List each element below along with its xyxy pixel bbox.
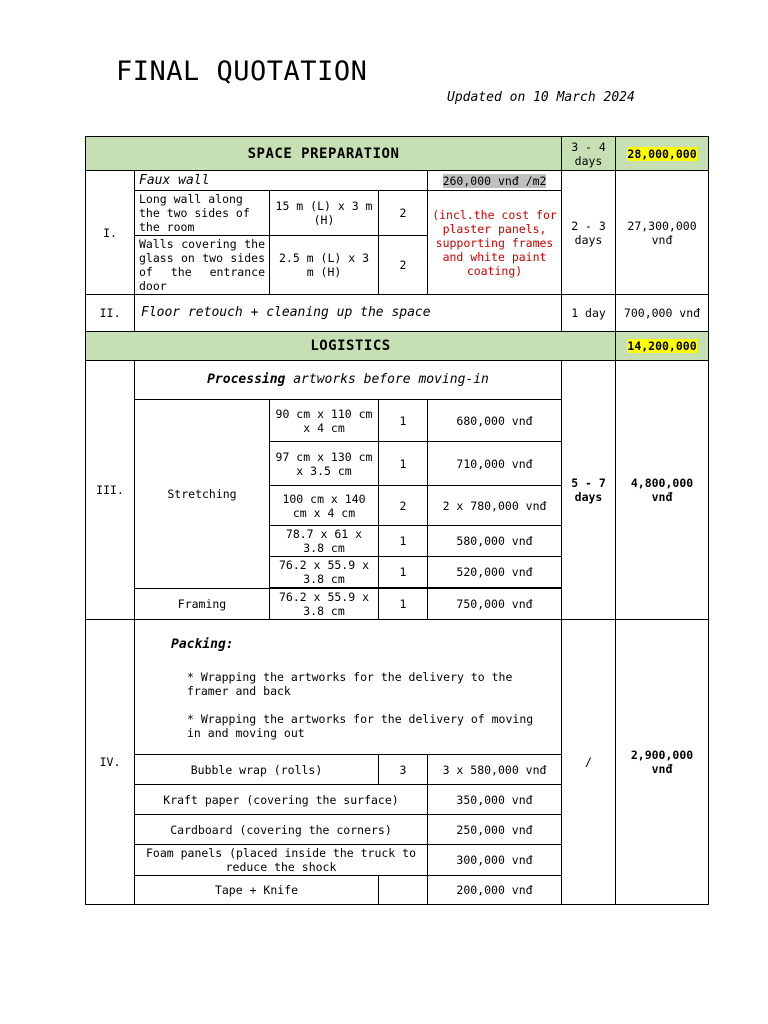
row-qty: 3 bbox=[379, 755, 428, 785]
section-total-cell bbox=[616, 332, 709, 361]
section-total: 14,200,000 bbox=[627, 339, 697, 353]
row-price: 580,000 vnđ bbox=[428, 526, 562, 557]
unit-price: 260,000 vnđ /m2 bbox=[442, 173, 547, 188]
processing-rest: artworks before moving-in bbox=[285, 372, 489, 387]
row-size: 100 cm x 140 cm x 4 cm bbox=[270, 486, 379, 526]
unit-price-cell bbox=[428, 171, 562, 191]
stretching-label: Stretching bbox=[135, 400, 270, 589]
packing-heading: Packing: bbox=[171, 637, 234, 652]
row-price: 750,000 vnđ bbox=[428, 589, 562, 620]
row-qty: 1 bbox=[379, 526, 428, 557]
row-price: 350,000 vnđ bbox=[428, 785, 562, 815]
row-qty: 1 bbox=[379, 400, 428, 442]
item-number: I. bbox=[86, 171, 135, 295]
table-row bbox=[86, 295, 709, 332]
row-description: Kraft paper (covering the surface) bbox=[135, 785, 428, 815]
row-size: 15 m (L) x 3 m (H) bbox=[270, 191, 379, 236]
row-description: Foam panels (placed inside the truck to reduce the shock bbox=[135, 845, 428, 876]
row-qty: 1 bbox=[379, 589, 428, 620]
section-header-row bbox=[86, 332, 709, 361]
item-duration: / bbox=[562, 620, 616, 905]
section-title: SPACE PREPARATION bbox=[86, 137, 562, 171]
page-title: FINAL QUOTATION bbox=[116, 56, 368, 87]
row-price: 250,000 vnđ bbox=[428, 815, 562, 845]
item-duration: 1 day bbox=[562, 295, 616, 332]
row-price: 680,000 vnđ bbox=[428, 400, 562, 442]
row-price: 3 x 580,000 vnđ bbox=[428, 755, 562, 785]
row-size: 76.2 x 55.9 x 3.8 cm bbox=[270, 557, 379, 588]
row-size: 2.5 m (L) x 3 m (H) bbox=[270, 236, 379, 295]
quotation-table bbox=[85, 136, 709, 905]
packing-bullet: * Wrapping the artworks for the delivery to the framer and back bbox=[187, 670, 513, 698]
item-duration: 5 - 7 days bbox=[562, 361, 616, 620]
item-duration: 2 - 3 days bbox=[562, 171, 616, 295]
processing-heading bbox=[135, 361, 562, 400]
row-size: 76.2 x 55.9 x 3.8 cm bbox=[270, 589, 379, 620]
framing-label: Framing bbox=[135, 589, 270, 620]
item-number: II. bbox=[86, 295, 135, 332]
row-description: Long wall along the two sides of the room bbox=[135, 191, 270, 236]
row-qty: 2 bbox=[379, 191, 428, 236]
item-total: 700,000 vnđ bbox=[616, 295, 709, 332]
updated-date: Updated on 10 March 2024 bbox=[447, 90, 635, 105]
row-price: 710,000 vnđ bbox=[428, 442, 562, 486]
section-header-row bbox=[86, 137, 709, 171]
row-size: 97 cm x 130 cm x 3.5 cm bbox=[270, 442, 379, 486]
item-label: Floor retouch + cleaning up the space bbox=[135, 295, 562, 332]
price-note: (incl.the cost for plaster panels, supporting frames and white paint coating) bbox=[428, 191, 562, 295]
section-duration: 3 - 4 days bbox=[562, 137, 616, 171]
row-description: Tape + Knife bbox=[135, 876, 379, 905]
row-description: Walls covering the glass on two sides of the entrance door bbox=[135, 236, 270, 295]
row-price: 2 x 780,000 vnđ bbox=[428, 486, 562, 526]
row-qty bbox=[379, 876, 428, 905]
row-size: 78.7 x 61 x 3.8 cm bbox=[270, 526, 379, 557]
row-qty: 1 bbox=[379, 442, 428, 486]
item-number: IV. bbox=[86, 620, 135, 905]
section-total-cell bbox=[616, 137, 709, 171]
table-row bbox=[86, 361, 709, 400]
row-description: Bubble wrap (rolls) bbox=[135, 755, 379, 785]
row-price: 300,000 vnđ bbox=[428, 845, 562, 876]
processing-bold: Processing bbox=[207, 372, 286, 387]
table-row bbox=[86, 620, 709, 755]
item-label: Faux wall bbox=[135, 171, 428, 191]
item-total: 27,300,000 vnđ bbox=[616, 171, 709, 295]
row-description: Cardboard (covering the corners) bbox=[135, 815, 428, 845]
row-qty: 1 bbox=[379, 557, 428, 588]
row-size: 90 cm x 110 cm x 4 cm bbox=[270, 400, 379, 442]
item-total: 2,900,000 vnđ bbox=[616, 620, 709, 905]
table-row bbox=[86, 171, 709, 191]
row-price: 200,000 vnđ bbox=[428, 876, 562, 905]
row-price: 520,000 vnđ bbox=[428, 557, 562, 588]
packing-bullet: * Wrapping the artworks for the delivery of moving in and moving out bbox=[187, 712, 534, 740]
row-qty: 2 bbox=[379, 236, 428, 295]
section-title: LOGISTICS bbox=[86, 332, 616, 361]
item-total: 4,800,000 vnđ bbox=[616, 361, 709, 620]
item-number: III. bbox=[86, 361, 135, 620]
packing-block bbox=[135, 620, 562, 755]
section-total: 28,000,000 bbox=[627, 146, 697, 161]
row-qty: 2 bbox=[379, 486, 428, 526]
